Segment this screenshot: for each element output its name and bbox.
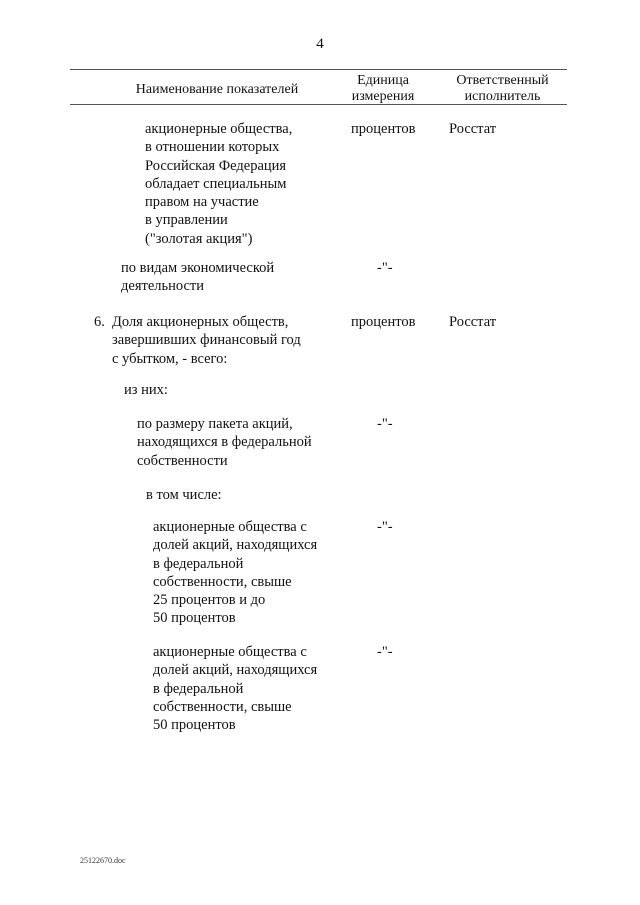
header-col-unit: Единица измерения [351,73,415,104]
row-share-size-unit: -"- [377,416,393,432]
row-golden-share-resp: Росстат [449,121,497,137]
row-golden-share-unit: процентов [351,121,416,137]
header-col-resp: Ответственный исполнитель [456,73,549,104]
header-bottom-rule [70,104,567,105]
row-over-50-unit: -"- [377,644,393,660]
row-6-resp: Росстат [449,314,497,330]
row-by-activity-name: по видам экономической деятельности [121,260,275,295]
row-25-50-name: акционерные общества с долей акций, находящихся в федеральной собственности, свыше 25 процентов и до 50 процентов [153,519,318,627]
row-by-activity-unit: -"- [377,260,393,276]
row-over-50-name: акционерные общества с долей акций, находящихся в федеральной собственности, свыше 50 процентов [153,644,318,734]
header-col-name: Наименование показателей [135,82,299,97]
footer-filename: 25122670.doc [80,856,126,865]
row-golden-share-name: акционерные общества, в отношении которых Российская Федерация обладает специальным правом на участие в управлении ("золотая акция") [145,121,293,247]
row-of-them-label: из них: [124,382,168,398]
row-including-label: в том числе: [146,487,222,503]
row-25-50-unit: -"- [377,519,393,535]
page-number: 4 [316,36,324,52]
row-6-number: 6. [94,314,105,330]
row-6-unit: процентов [351,314,416,330]
row-share-size-name: по размеру пакета акций, находящихся в федеральной собственности [137,416,312,469]
row-6-name: Доля акционерных обществ, завершивших финансовый год с убытком, - всего: [112,314,301,367]
header-top-rule [70,69,567,70]
